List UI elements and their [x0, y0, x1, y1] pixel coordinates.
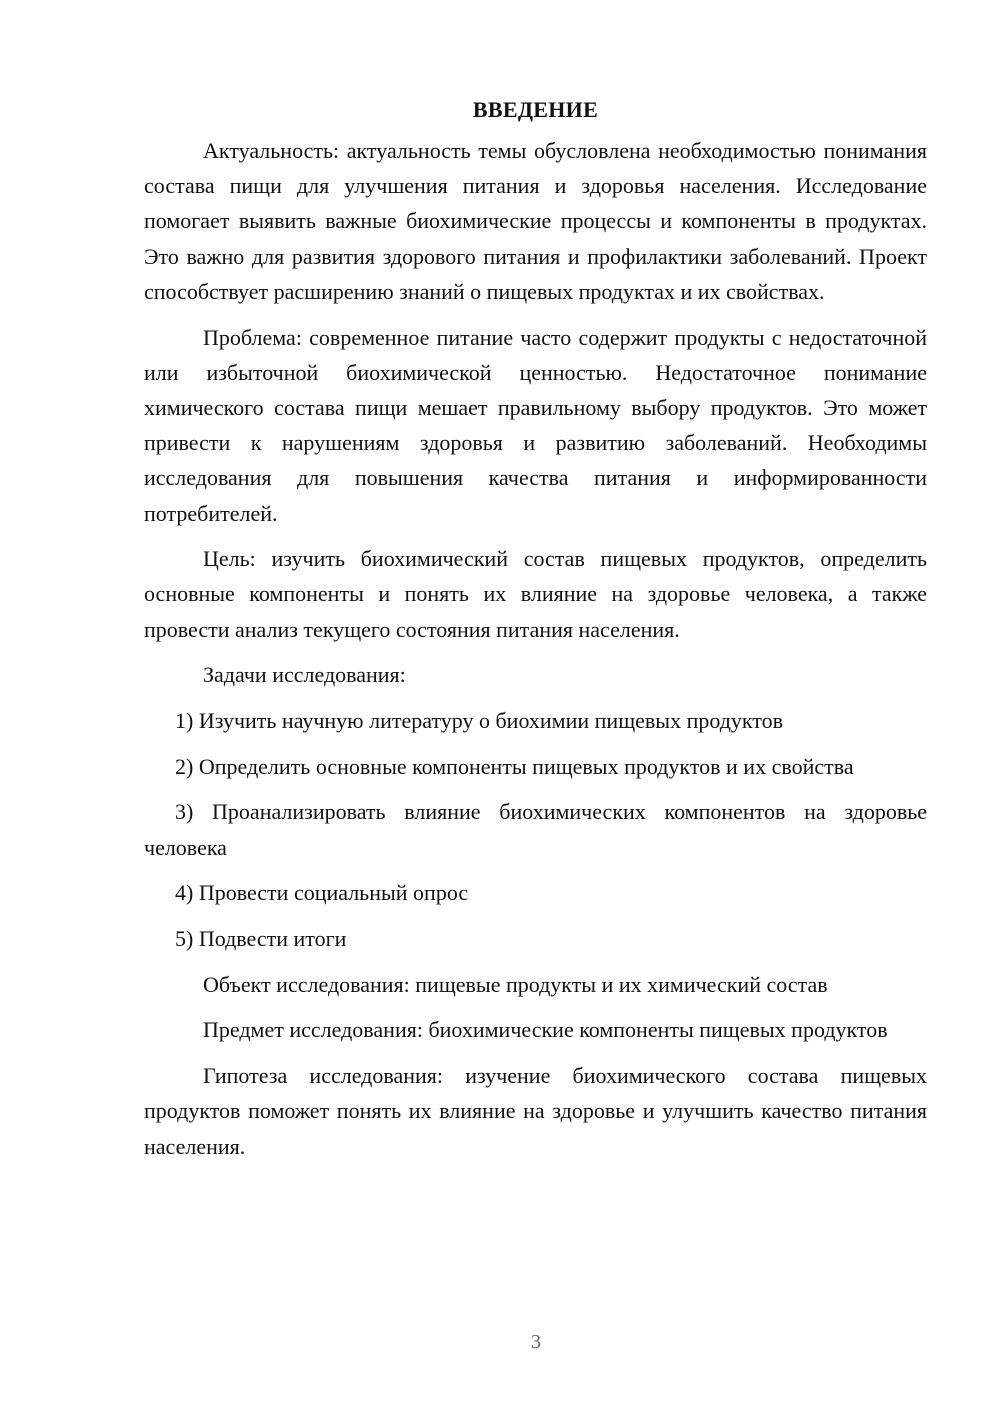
paragraph-subject: Предмет исследования: биохимические компоненты пищевых продуктов: [203, 1017, 888, 1043]
paragraph-tasks-heading: Задачи исследования:: [203, 662, 406, 688]
task-item-1: 1) Изучить научную литературу о биохимии пищевых продуктов: [175, 708, 784, 734]
task-item-2: 2) Определить основные компоненты пищевых продуктов и их свойства: [175, 753, 854, 779]
paragraph-problem: Проблема: современное питание часто содержит продукты с недостаточной или избыточной биохимической ценностью. Недостаточное понимание химического состава пищи мешает правильному выбору продуктов. Это может привести к нарушениям здоровья и развитию заболеваний. Необходимы исследования для повышения качества питания и информированности потребителей.: [144, 324, 927, 526]
task-item-3: 3) Проанализировать влияние биохимических компонентов на здоровье человека: [144, 799, 927, 860]
task-item-4: 4) Провести социальный опрос: [175, 880, 469, 906]
page-number: 3: [531, 1331, 541, 1353]
task-item-5: 5) Подвести итоги: [175, 926, 347, 952]
paragraph-goal: Цель: изучить биохимический состав пищевых продуктов, определить основные компоненты и понять их влияние на здоровье человека, а также провести анализ текущего состояния питания населения.: [144, 546, 927, 642]
paragraph-relevance: Актуальность: актуальность темы обусловлена необходимостью понимания состава пищи для улучшения питания и здоровья населения. Исследование помогает выявить важные биохимические процессы и компоненты в продуктах. Это важно для развития здорового питания и профилактики заболеваний. Проект способствует расширению знаний о пищевых продуктах и их свойствах.: [144, 138, 927, 304]
document-page: [144, 92, 927, 1174]
paragraph-hypothesis: Гипотеза исследования: изучение биохимического состава пищевых продуктов поможет понять их влияние на здоровье и улучшить качество питания населения.: [144, 1063, 927, 1159]
section-heading: ВВЕДЕНИЕ: [472, 97, 599, 122]
paragraph-object: Объект исследования: пищевые продукты и их химический состав: [203, 971, 828, 997]
